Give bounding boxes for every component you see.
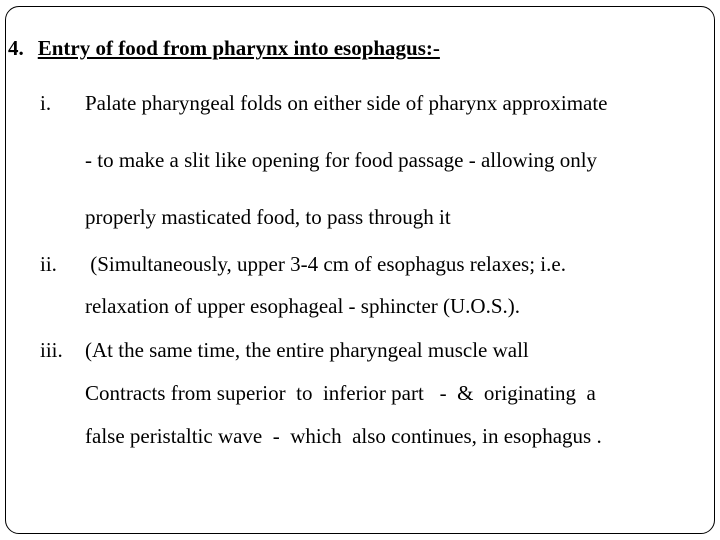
section-number: 4. — [8, 36, 24, 60]
list-marker-iii: iii. — [40, 338, 63, 362]
item-ii-line-1: (Simultaneously, upper 3-4 cm of esophagus relaxes; i.e. — [85, 252, 566, 276]
item-i-line-3: properly masticated food, to pass through it — [85, 205, 451, 229]
item-i-line-2: - to make a slit like opening for food passage - allowing only — [85, 148, 598, 172]
item-iii-line-1: (At the same time, the entire pharyngeal muscle wall — [85, 338, 529, 362]
list-marker-ii: ii. — [40, 252, 57, 276]
list-marker-i: i. — [40, 91, 52, 115]
item-i-line-1: Palate pharyngeal folds on either side of pharynx approximate — [85, 91, 608, 115]
item-iii-line-2: Contracts from superior to inferior part - & originating a — [85, 381, 596, 405]
section-title: Entry of food from pharynx into esophagus:- — [37, 36, 440, 60]
section-heading — [8, 36, 440, 61]
item-iii-line-3: false peristaltic wave - which also continues, in esophagus . — [85, 424, 602, 448]
item-ii-line-2: relaxation of upper esophageal - sphincter (U.O.S.). — [85, 294, 521, 318]
